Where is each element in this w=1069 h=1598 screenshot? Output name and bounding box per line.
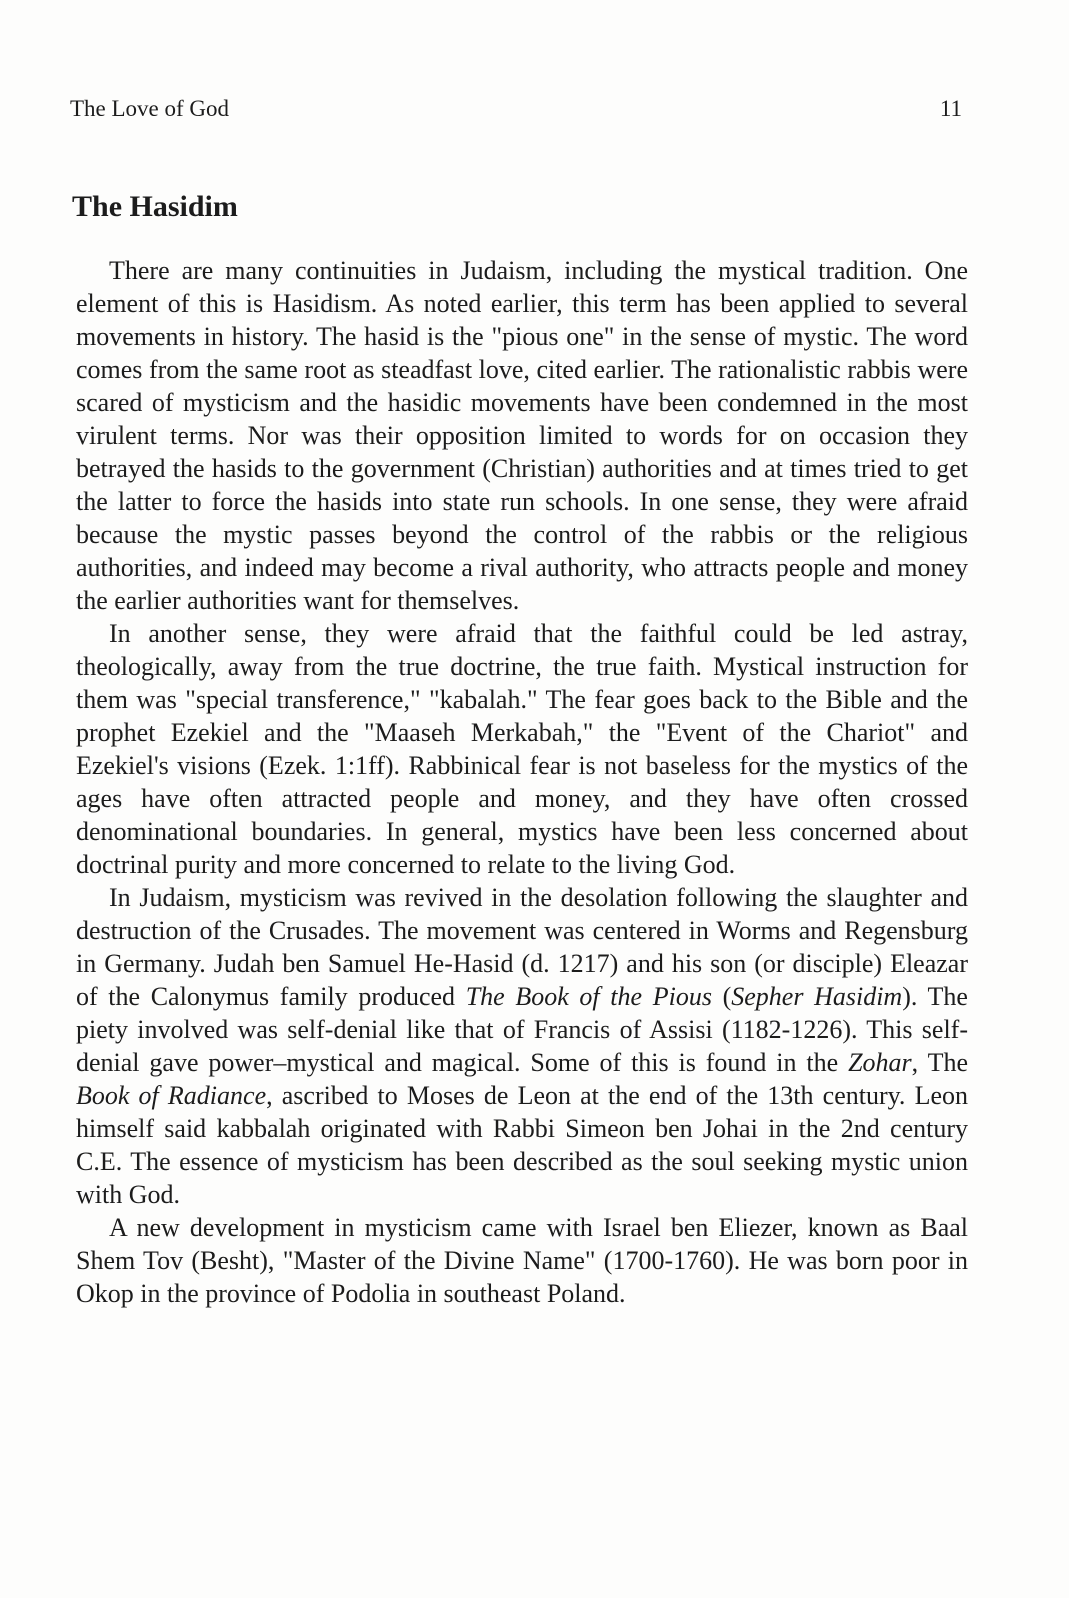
book-title-book-of-radiance: Book of Radiance <box>76 1081 267 1110</box>
paragraph-3-text-d: , The <box>911 1048 968 1077</box>
paragraph-4-text: A new development in mysticism came with Israel ben Eliezer, known as Baal Shem Tov (Besht), "Master of the Divine Name" (1700-1760). He was born poor in Okop in the province of Podolia in southeast Poland. <box>76 1213 968 1308</box>
paragraph-4 <box>76 1211 968 1310</box>
running-title: The Love of God <box>70 96 230 121</box>
paragraph-1-text: There are many continuities in Judaism, including the mystical tradition. One element of this is Hasidism. As noted earlier, this term has been applied to several movements in history. The hasid is the "pious one" in the sense of mystic. The word comes from the same root as steadfast love, cited earlier. The rationalistic rabbis were scared of mysticism and the hasidic movements have been condemned in the most virulent terms. Nor was their opposition limited to words for on occasion they betrayed the hasids to the government (Christian) authorities and at times tried to get the latter to force the hasids into state run schools. In one sense, they were afraid because the mystic passes beyond the control of the rabbis or the religious authorities, and indeed may become a rival authority, who attracts people and money the earlier authorities want for themselves. <box>76 256 968 615</box>
book-title-sepher-hasidim: Sepher Hasidim <box>731 982 903 1011</box>
paragraph-3-text-e: , ascribed to Moses de Leon at the end of the 13th century. Leon himself said kabbalah originated with Rabbi Simeon ben Johai in the 2nd century C.E. The essence of mysticism has been described as the soul seeking mystic union with God. <box>76 1081 968 1209</box>
paragraph-3-text-a: In Judaism, mysticism was revived in the desolation following the slaughter and destruction of the Crusades. The movement was centered in Worms and Regensburg in Germany. Judah ben Samuel He-Hasid (d. 1217) and his son (or disciple) Eleazar of the Calonymus family produced <box>76 883 968 1011</box>
book-title-book-of-the-pious: The Book of the Pious <box>465 982 712 1011</box>
paragraph-3 <box>76 881 968 1211</box>
paragraph-3-text-b: ( <box>711 982 732 1011</box>
body-text <box>76 254 968 1310</box>
paragraph-2-text: In another sense, they were afraid that the faithful could be led astray, theologically, away from the true doctrine, the true faith. Mystical instruction for them was "special transference," "kabalah." The fear goes back to the Bible and the prophet Ezekiel and the "Maaseh Merkabah," the "Event of the Chariot" and Ezekiel's visions (Ezek. 1:1ff). Rabbinical fear is not baseless for the mystics of the ages have often attracted people and money, and they have often crossed denominational boundaries. In general, mystics have been less concerned about doctrinal purity and more concerned to relate to the living God. <box>76 619 968 879</box>
paragraph-2 <box>76 617 968 881</box>
page-number: 11 <box>939 96 962 121</box>
paragraph-1 <box>76 254 968 617</box>
book-title-zohar: Zohar <box>848 1048 912 1077</box>
running-header <box>70 94 962 124</box>
paragraph-3-text-c: ). The piety involved was self-denial like that of Francis of Assisi (1182-1226). This self-denial gave power–mystical and magical. Some of this is found in the <box>76 982 968 1077</box>
section-heading: The Hasidim <box>72 190 238 223</box>
